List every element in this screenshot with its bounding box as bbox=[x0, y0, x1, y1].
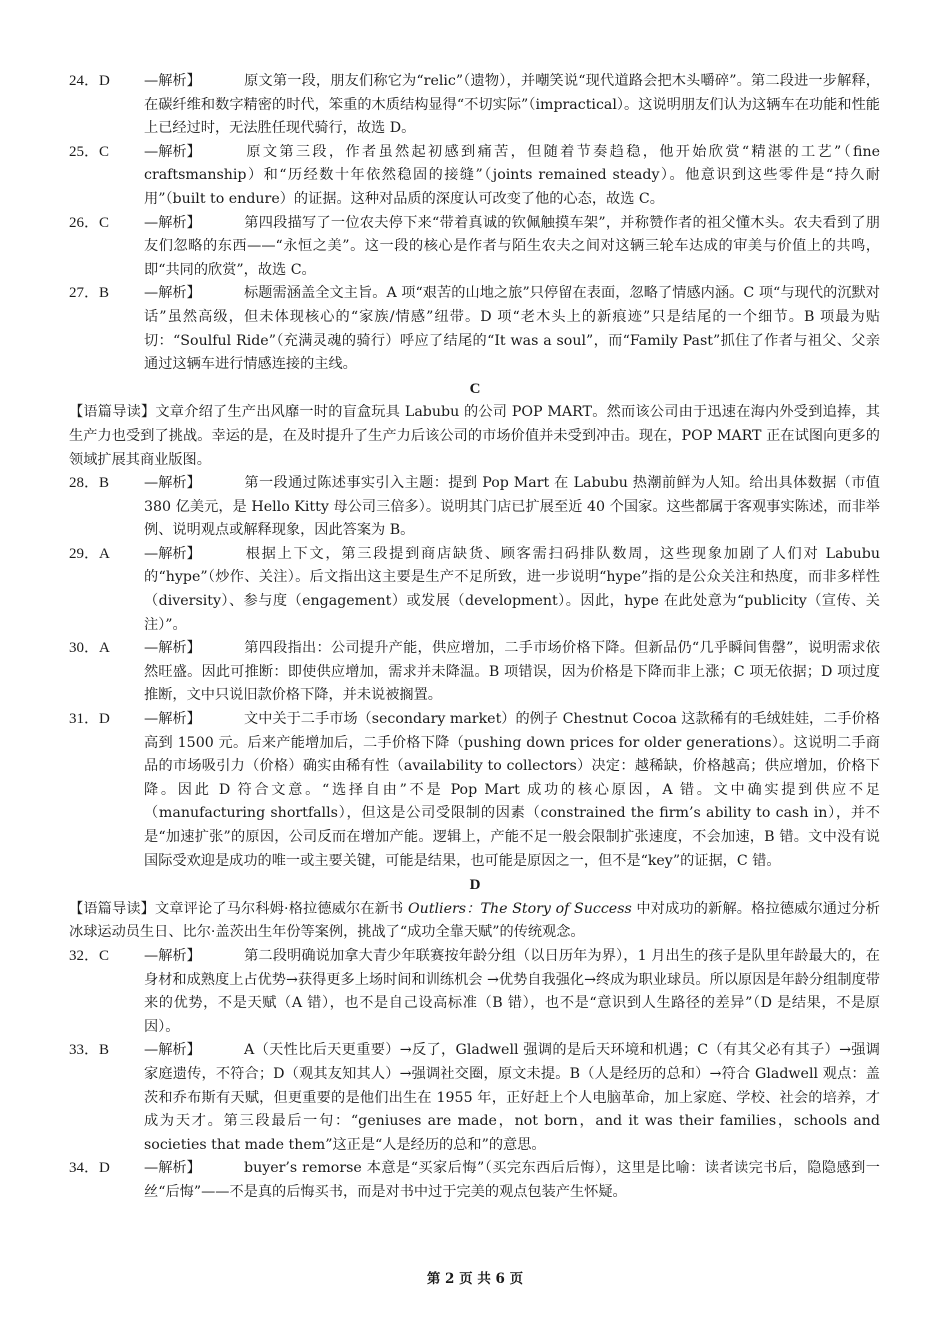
answer-item-30 bbox=[0, 637, 950, 708]
answer-item-32 bbox=[0, 945, 950, 1039]
analysis-tag: —解析】 bbox=[144, 640, 201, 657]
analysis-tag: —解析】 bbox=[144, 947, 201, 964]
analysis-text: 第一段通过陈述事实引入主题：提到 Pop Mart 在 Labubu 热潮前鲜为人知。给出具体数据（市值 380 亿美元，是 Hello Kitty 母公司三倍多）。说明其门店已扩展至近 40 个国家。这些都属于客观事实陈述，而非举例、说明观点或解释现象，因此答案为 B。 bbox=[144, 475, 880, 539]
question-number: 28．B bbox=[69, 475, 110, 492]
analysis-tag: —解析】 bbox=[144, 285, 201, 302]
guide-text: 【语篇导读】文章评论了马尔科姆·格拉德威尔在新书 bbox=[69, 900, 409, 917]
analysis-tag: —解析】 bbox=[144, 1042, 201, 1059]
analysis-text: 第四段指出：公司提升产能，供应增加，二手市场价格下降。但新品仍“几乎瞬间售罄”，说明需求依然旺盛。因此可推断：即使供应增加，需求并未降温。B 项错误，因为价格是下降而非上涨；C 项无依据；D 项过度推断，文中只说旧款价格下降，并未说被搁置。 bbox=[144, 640, 880, 704]
reading-guide-d bbox=[0, 898, 950, 945]
question-number: 27．B bbox=[69, 285, 110, 302]
question-number: 33．B bbox=[69, 1042, 110, 1059]
answer-item-25 bbox=[0, 141, 950, 212]
analysis-text: 第二段明确说加拿大青少年联赛按年龄分组（以日历年为界），1 月出生的孩子是队里年龄最大的，在身材和成熟度上占优势→获得更多上场时间和训练机会 →优势自我强化→终成为职业球员。所以原因是年龄分组制度带来的优势，不是天赋（A 错），也不是自己设高标准（B 错），也不是“意识到人生路径的差异”（D 是结果，不是原因）。 bbox=[144, 947, 880, 1035]
analysis-text: 根据上下文，第三段提到商店缺货、顾客需扫码排队数周，这些现象加剧了人们对 Labubu 的“hype”（炒作、关注）。后文指出这主要是生产不足所致，进一步说明“hype”指的是公众关注和热度，而非多样性（diversity）、参与度（engagement）或发展（development）。因此，hype 在此处意为“publicity（宣传、关注）”。 bbox=[144, 545, 880, 633]
analysis-text: 原文第一段，朋友们称它为“relic”（遗物），并嘲笑说“现代道路会把木头嚼碎”。第二段进一步解释，在碳纤维和数字精密的时代，笨重的木质结构显得“不切实际”（impractical）。这说明朋友们认为这辆车在功能和性能上已经过时，无法胜任现代骑行，故选 D。 bbox=[144, 73, 880, 137]
guide-text: 中对成功的新解。格拉德威尔通过分析冰球运动员生日、比尔·盖茨出生年份等案例，挑战了“成功全靠天赋”的传统观念。 bbox=[69, 900, 880, 941]
answer-item-26 bbox=[0, 212, 950, 283]
question-number: 30．A bbox=[69, 640, 110, 657]
answer-sheet-page bbox=[0, 70, 950, 1205]
answer-item-29 bbox=[0, 543, 950, 637]
analysis-text: 原文第三段，作者虽然起初感到痛苦，但随着节奏趋稳，他开始欣赏“精湛的工艺”（fine craftsmanship）和“历经数十年依然稳固的接缝”（joints remained steady）。他意识到这些零件是“持久耐用”（built to endure）的证据。这种对品质的深度认可改变了他的心态，故选 C。 bbox=[144, 143, 880, 207]
question-number: 29．A bbox=[69, 545, 110, 562]
analysis-tag: —解析】 bbox=[144, 73, 201, 89]
question-number: 26．C bbox=[69, 214, 110, 231]
analysis-tag: —解析】 bbox=[144, 475, 201, 492]
book-title: Outliers：The Story of Success bbox=[408, 900, 632, 917]
analysis-tag: —解析】 bbox=[144, 214, 201, 231]
section-heading-c: C bbox=[469, 380, 481, 397]
answer-item-31 bbox=[0, 708, 950, 873]
answer-item-27 bbox=[0, 282, 950, 376]
analysis-tag: —解析】 bbox=[144, 711, 201, 728]
answer-item-34 bbox=[0, 1157, 950, 1204]
analysis-text: 标题需涵盖全文主旨。A 项“艰苦的山地之旅”只停留在表面，忽略了情感内涵。C 项“与现代的沉默对话”虽然高级，但未体现核心的“家族/情感”纽带。D 项“老木头上的新痕迹”只是结尾的一个细节。B 项最为贴切：“Soulful Ride”（充满灵魂的骑行）呼应了结尾的“It was a soul”，而“Family Past”抓住了作者与祖父、父亲通过这辆车进行情感连接的主线。 bbox=[144, 285, 880, 373]
page-footer: 第 2 页 共 6 页 bbox=[426, 1271, 524, 1287]
reading-guide-c: 【语篇导读】文章介绍了生产出风靡一时的盲盒玩具 Labubu 的公司 POP MART。然而该公司由于迅速在海内外受到追捧，其生产力也受到了挑战。幸运的是，在及时提升了生产力后该公司的市场价值并未受到冲击。现在，POP MART 正在试图向更多的领域扩展其商业版图。 bbox=[69, 404, 880, 468]
analysis-text: 第四段描写了一位农夫停下来“带着真诚的钦佩触摸车架”，并称赞作者的祖父懂木头。农夫看到了朋友们忽略的东西——“永恒之美”。这一段的核心是作者与陌生农夫之间对这辆三轮车达成的审美与价值上的共鸣，即“共同的欣赏”，故选 C。 bbox=[144, 214, 880, 278]
analysis-tag: —解析】 bbox=[144, 1160, 201, 1177]
question-number: 24．D bbox=[69, 73, 110, 89]
analysis-text: buyer’s remorse 本意是“买家后悔”（买完东西后后悔），这里是比喻：读者读完书后，隐隐感到一丝“后悔”——不是真的后悔买书，而是对书中过于完美的观点包装产生怀疑。 bbox=[144, 1160, 880, 1200]
analysis-tag: —解析】 bbox=[144, 143, 201, 160]
answer-item-28 bbox=[0, 472, 950, 543]
section-heading-d: D bbox=[469, 877, 481, 894]
question-number: 32．C bbox=[69, 947, 110, 964]
analysis-tag: —解析】 bbox=[144, 545, 201, 562]
question-number: 34．D bbox=[69, 1160, 110, 1177]
question-number: 25．C bbox=[69, 143, 110, 160]
question-number: 31．D bbox=[69, 711, 110, 728]
analysis-text: A（天性比后天更重要）→反了，Gladwell 强调的是后天环境和机遇；C（有其父必有其子）→强调家庭遗传，不符合；D（观其友知其人）→强调社交圈，原文未提。B（人是经历的总和）→符合 Gladwell 观点：盖茨和乔布斯有天赋，但更重要的是他们出生在 1955 年，正好赶上个人电脑革命，加上家庭、学校、社会的培养，才成为天才。第三段最后一句：“geniuses are made，not born，and it was their families，schools and societies that made them”这正是“人是经历的总和”的意思。 bbox=[144, 1042, 880, 1153]
answer-item-33 bbox=[0, 1039, 950, 1157]
analysis-text: 文中关于二手市场（secondary market）的例子 Chestnut Cocoa 这款稀有的毛绒娃娃，二手价格高到 1500 元。后来产能增加后，二手价格下降（pushing down prices for older generations）。这说明二手商品的市场吸引力（价格）确实由稀有性（availability to collectors）决定：越稀缺，价格越高；供应增加，价格下降。因此 D 符合文意。“选择自由”不是 Pop Mart 成功的核心原因，A 错。文中确实提到供应不足（manufacturing shortfalls），但这是公司受限制的因素（constrained the firm’s ability to cash in），并不是“加速扩张”的原因，公司反而在增加产能。逻辑上，产能不足一般会限制扩张速度，不会加速，B 错。文中没有说国际受欢迎是成功的唯一或主要关键，可能是结果，也可能是原因之一，但不是“key”的证据，C 错。 bbox=[144, 711, 880, 869]
answer-item-24 bbox=[0, 70, 950, 141]
